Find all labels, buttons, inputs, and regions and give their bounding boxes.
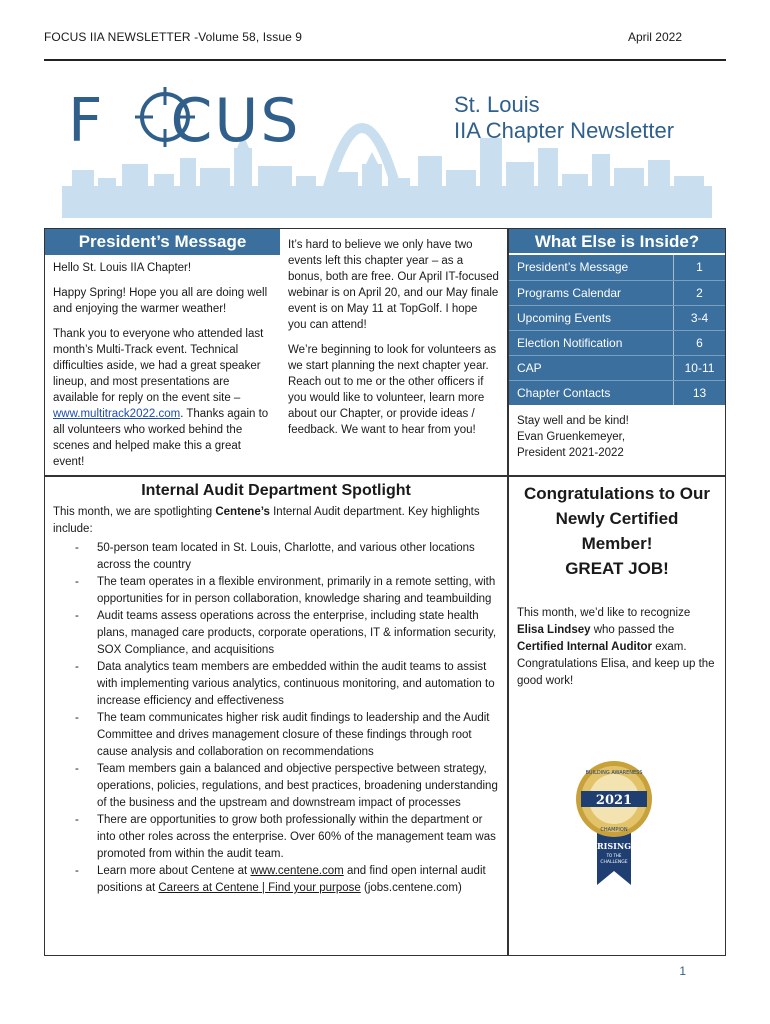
- list-item: - The team communicates higher risk audit findings to leadership and the Audit Committee and drives management closure of these findings through root cause analysis and collaboration on recommendations: [53, 710, 499, 761]
- list-item: - The team operates in a flexible environment, primarily in a remote setting, with opportunities for in person collaboration, knowledge sharing and teambuilding: [53, 574, 499, 608]
- president-greeting: Hello St. Louis IIA Chapter!: [53, 262, 192, 274]
- toc-row[interactable]: President’s Message 1: [509, 255, 725, 280]
- toc-row[interactable]: Chapter Contacts 13: [509, 380, 725, 405]
- congratulations-title: Congratulations to Our Newly Certified Member! GREAT JOB!: [523, 484, 711, 578]
- president-paragraph-3: It’s hard to believe we only have two events left this chapter year – as a bonus, both are free. Our April IT-focused webinar is on April 20, and our May finale event is on May 11 at TopGolf. I hope you can attend!: [288, 239, 499, 331]
- list-item: - There are opportunities to grow both professionally within the department or into other roles across the enterprise. Over 60% of the management team was promoted from within the audit team.: [53, 812, 499, 863]
- spotlight-title: Internal Audit Department Spotlight: [141, 482, 411, 499]
- president-message-box: [44, 228, 280, 476]
- svg-text:BUILDING AWARENESS: BUILDING AWARENESS: [585, 770, 643, 776]
- list-item: - Data analytics team members are embedded within the audit teams to assist with implementing various analytics, continuous monitoring, and automation to increase efficiency and effectiveness: [53, 659, 499, 710]
- president-message-title: President’s Message: [45, 229, 280, 255]
- president-paragraph-4: We’re beginning to look for volunteers as we start planning the next chapter year. Reach out to me or the other officers if you would like to volunteer, learn more about our Chapter, or provide ideas / feedback. We want to hear from you!: [288, 344, 497, 436]
- page-number: 1: [679, 964, 686, 978]
- list-item: - Team members gain a balanced and objective perspective between strategy, operations, policies, regulations, and best practices, broadening understanding of the business and the upstream and downstream impact of processes: [53, 761, 499, 812]
- svg-text:2021: 2021: [595, 793, 633, 808]
- focus-logo-text: F CUS: [68, 86, 301, 156]
- president-message-continued: [280, 228, 508, 476]
- issue-date: April 2022: [627, 30, 682, 44]
- list-item: - Audit teams assess operations across the enterprise, including state health plans, managed care products, corporate operations, IT & information security, SOX Compliance, and acquisitions: [53, 608, 499, 659]
- masthead-subtitle: IIA Chapter Newsletter: [454, 118, 675, 143]
- list-item: - 50-person team located in St. Louis, Charlotte, and various other locations across the country: [53, 540, 499, 574]
- congratulations-box: [508, 476, 726, 956]
- svg-text:TO THE: TO THE: [606, 853, 622, 858]
- award-badge-icon: [559, 757, 669, 887]
- toc-row[interactable]: CAP 10-11: [509, 355, 725, 380]
- list-item: - Learn more about Centene at www.centene.com and find open internal audit positions at Careers at Centene | Find your purpose (jobs.centene.com): [53, 863, 499, 897]
- president-paragraph-2: Thank you to everyone who attended last month’s Multi-Track event. Technical difficulties aside, we had a great speaker lineup, and most presentations are available for reply on the event site – www.multitrack2022.com. Thanks again to all volunteers who worked behind the scenes and helped make this a great event!: [53, 328, 269, 468]
- table-of-contents-box: [508, 228, 726, 476]
- centene-link[interactable]: www.centene.com: [250, 865, 344, 877]
- president-paragraph-1: Happy Spring! Hope you all are doing well and enjoying the warmer weather!: [53, 287, 268, 315]
- toc-row[interactable]: Upcoming Events 3-4: [509, 305, 725, 330]
- spotlight-box: [44, 476, 508, 956]
- toc-title: What Else is Inside?: [509, 229, 725, 255]
- president-signoff: Stay well and be kind! Evan Gruenkemeyer, President 2021-2022: [517, 415, 629, 459]
- svg-text:RISING: RISING: [596, 841, 632, 851]
- multitrack-link[interactable]: www.multitrack2022.com: [53, 408, 181, 420]
- careers-link[interactable]: Careers at Centene | Find your purpose: [158, 882, 361, 894]
- masthead-city: St. Louis: [454, 92, 540, 117]
- congratulations-text: This month, we’d like to recognize Elisa Lindsey who passed the Certified Internal Auditor exam. Congratulations Elisa, and keep up the good work!: [517, 607, 715, 687]
- newsletter-issue-line: FOCUS IIA NEWSLETTER -Volume 58, Issue 9: [44, 30, 303, 44]
- header-divider: [44, 59, 726, 61]
- masthead: [62, 78, 712, 218]
- svg-text:CHAMPION: CHAMPION: [600, 827, 628, 833]
- svg-text:CHALLENGE: CHALLENGE: [600, 860, 628, 865]
- toc-row[interactable]: Election Notification 6: [509, 330, 725, 355]
- toc-table: [509, 255, 725, 405]
- spotlight-list: [53, 540, 499, 897]
- toc-row[interactable]: Programs Calendar 2: [509, 280, 725, 305]
- spotlight-intro: This month, we are spotlighting Centene’s Internal Audit department. Key highlights include:: [53, 506, 480, 535]
